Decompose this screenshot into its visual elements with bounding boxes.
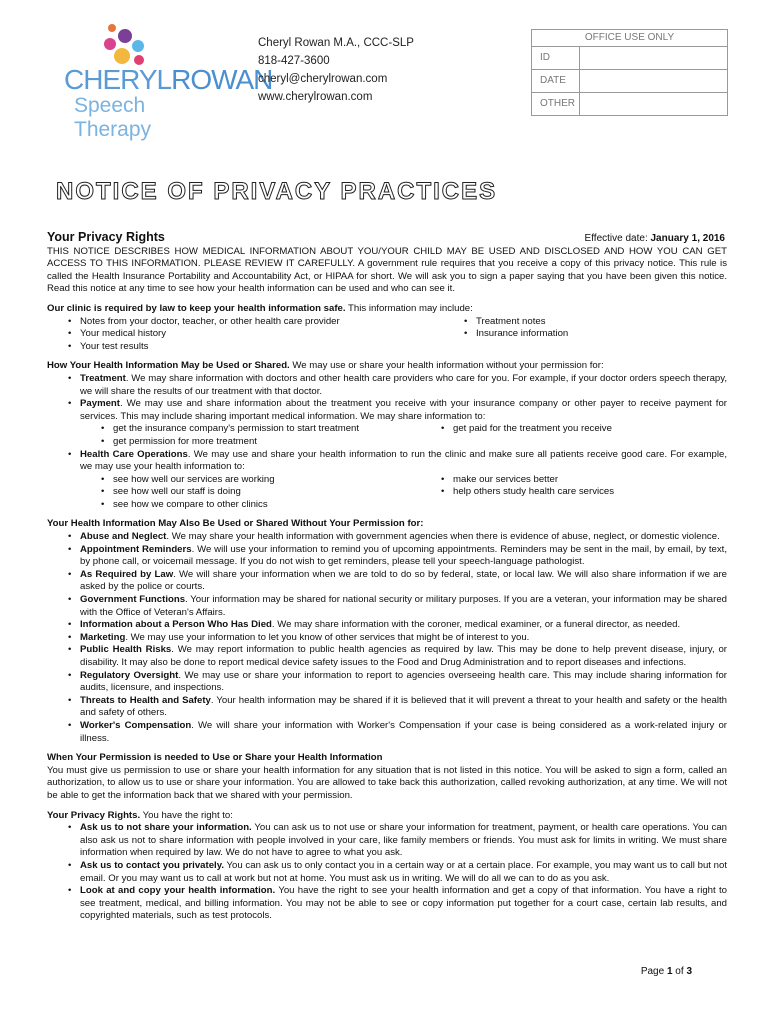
list-item: • get permission for more treatment xyxy=(113,436,453,449)
list-item: • As Required by Law. We will share your information when we are told to do so by federal, state, or local law. We will also share information if we are asked by the police or courts. xyxy=(80,569,727,594)
list-item: • Look at and copy your health information. You have the right to see your health information and get a copy of that information. You have a right to see treatment, medical, and billing information. You may not be able to see or copy information put together for a court case, certain lab results, and copyrighted materials, such as test protocols. xyxy=(80,885,727,923)
office-use-box xyxy=(531,29,728,116)
list-item: • Health Care Operations. We may use and share your health information to run the clinic and make sure all patients receive good care. For example, we may use your health information to: xyxy=(80,449,727,474)
office-id-field[interactable] xyxy=(580,47,727,69)
list-item: • Insurance information xyxy=(476,328,568,341)
list-item: • Ask us to not share your information. You can ask us to not use or share your information for treatment, payment, or health care operations. You can also ask us not to share information with people involved in your care, like family members or friends. You must ask for limits in writing. We must share information when required by law. We do not have to agree to what you ask. xyxy=(80,822,727,860)
list-item: • Treatment notes xyxy=(476,316,568,329)
contact-phone: 818-427-3600 xyxy=(258,55,330,67)
also-section: Your Health Information May Also Be Used or Shared Without Your Permission for: • Abuse and Neglect. We may share your health information with government agencies when there is evidence of abuse, neglect, or domestic violence. • Appointment Reminders. We will use your information to remind you of upcoming appointments. Reminders may be sent in the mail, by email, by text, by phone call, or voicemail message. If you do not wish to get reminders, please tell your speech-language pathologist. • As Required by Law. We will share your information when we are told to do so by federal, state, or local law. We will also share information if we are asked by the police or courts. • Government Functions. Your information may be shared for national security or military purposes. If you are a veteran, your information may be shared with the Office of Veteran's Affairs. • Information about a Person Who Has Died. We may share information with the coroner, medical examiner, or a funeral director, as needed. • Marketing. We may use your information to let you know of other services that might be of interest to you. • Public Health Risks. We may report information to public health agencies as required by law. This may be done to help prevent disease, injury, or disability. It may also be done to report medical device safety issues to the Food and Drug Administration and to report diseases and infections. • Regulatory Oversight. We may use or share your information to report to agencies overseeing health care. This may include sharing information for audits, licensure, and inspections. • Threats to Health and Safety. Your health information may be shared if it is believed that it will prevent a threat to your health and safety or the health and safety of others. • Worker's Compensation. We will share your information with Worker's Compensation if your case is being considered as a work-related injury or illness. xyxy=(47,518,727,745)
office-use-header: OFFICE USE ONLY xyxy=(532,30,727,47)
list-item: • Payment. We may use and share information about the treatment you receive with your insurance company or other payer to receive payment for services. This may include sharing important medical information. We may share information to: xyxy=(80,398,727,423)
permission-section: When Your Permission is needed to Use or Share your Health Information You must give us permission to use or share your health information for any situation that is not listed in this notice. You will be asked to sign a form, called an authorization, to allow us to use or share your information. You are allowed to take back this authorization, called revoking authorization, at any time. We will not be able to get the information back that we shared with your permission. xyxy=(47,752,727,801)
office-row-other: OTHER xyxy=(532,93,727,115)
list-item: • see how well our services are working xyxy=(113,474,453,487)
list-item: • Ask us to contact you privately. You can ask us to only contact you in a certain way or at a certain place. For example, you may want us to call but not email. Or you may want us to call at work but not at home. You must ask us in writing. We will do all we can to do as you ask. xyxy=(80,860,727,885)
notice-content xyxy=(47,231,727,923)
list-item: • make our services better xyxy=(453,474,614,487)
clinic-list-2 xyxy=(443,316,568,354)
office-other-field[interactable] xyxy=(580,93,727,115)
contact-email: cheryl@cherylrowan.com xyxy=(258,73,388,85)
list-item: • Abuse and Neglect. We may share your health information with government agencies when there is evidence of abuse, neglect, or domestic violence. xyxy=(80,531,727,544)
page-number: Page 1 of 3 xyxy=(640,966,692,977)
list-item: • Treatment. We may share information with doctors and other health care providers who care for you. For example, if your doctor orders speech therapy, we will share the results of our treatment with that doctor. xyxy=(80,373,727,398)
list-item: • see how well our staff is doing xyxy=(113,486,453,499)
intro-paragraph: THIS NOTICE DESCRIBES HOW MEDICAL INFORMATION ABOUT YOU/YOUR CHILD MAY BE USED AND DISCLOSED AND HOW YOU CAN GET ACCESS TO THIS INFORMATION. PLEASE REVIEW IT CAREFULLY. A government rule requires that you receive a copy of this privacy notice. This rule is called the Health Insurance Portability and Accountability Act, or HIPAA for short. We will ask you to sign a paper saying that you have been given this notice. Read this notice at any time to see how your health information can be used and who can see it. xyxy=(47,245,727,295)
rights-section: Your Privacy Rights. You have the right to: • Ask us to not share your information. You can ask us to not use or share your information for treatment, payment, or health care operations. You can also ask us not to share information with people involved in your care, like family members or friends. You must ask for limits in writing. We must share information when required by law. We do not have to agree to what you ask. • Ask us to contact you privately. You can ask us to only contact you in a certain way or at a certain place. For example, you may want us to call but not email. Or you may want us to call at work but not at home. You must ask us in writing. We will do all we can to do as you ask. • Look at and copy your health information. You have the right to see your health information and get a copy of that information. You have a right to see treatment, medical, and billing information. You may not be able to see or copy information put together for a court case, certain lab results, and copyrighted materials, such as test protocols. xyxy=(47,810,727,923)
list-item: • Regulatory Oversight. We may use or share your information to report to agencies overseeing health care. This may include sharing information for audits, licensure, and inspections. xyxy=(80,670,727,695)
rights-heading: Your Privacy Rights xyxy=(47,230,165,244)
logo xyxy=(60,22,273,141)
office-row-date: DATE xyxy=(532,70,727,93)
contact-name: Cheryl Rowan M.A., CCC-SLP xyxy=(258,37,414,49)
logo-wordmark: CHERYLROWAN xyxy=(64,64,273,95)
list-item: • Information about a Person Who Has Died. We may share information with the coroner, medical examiner, or a funeral director, as needed. xyxy=(80,619,727,632)
page-title: NOTICE OF PRIVACY PRACTICES xyxy=(56,178,498,205)
office-date-field[interactable] xyxy=(580,70,727,92)
rights-header-row xyxy=(47,231,727,246)
list-item: • see how we compare to other clinics xyxy=(113,499,453,512)
list-item: • Your medical history xyxy=(80,328,443,341)
list-item: • Marketing. We may use your information to let you know of other services that might be of interest to you. xyxy=(80,632,727,645)
list-item: • help others study health care services xyxy=(453,486,614,499)
list-item: • Worker's Compensation. We will share your information with Worker's Compensation if your case is being considered as a work-related injury or illness. xyxy=(80,720,727,745)
list-item: • get paid for the treatment you receive xyxy=(453,423,612,436)
list-item: • Public Health Risks. We may report information to public health agencies as required by law. This may be done to help prevent disease, injury, or disability. It may also be done to report medical device safety issues to the Food and Drug Administration and to report diseases and infections. xyxy=(80,644,727,669)
effective-date: Effective date: January 1, 2016 xyxy=(584,233,725,244)
list-item: • Your test results xyxy=(80,341,443,354)
how-section: How Your Health Information May be Used or Shared. We may use or share your health information without your permission for: • Treatment. We may share information with doctors and other health care providers who care for you. For example, if your doctor orders speech therapy, we will share the results of our treatment with that doctor. • Payment. We may use and share information about the treatment you receive with your insurance company or other payer to receive payment for services. This may include sharing important medical information. We may share information to: • get the insurance company's permission to start treatment • get permission for more treatment • get paid for the treatment you receive • Health Care Operations. We may use and share your health information to run the clinic and make sure all patients receive good care. For example, we may use your health information to: • see how well our services are working • see how well our staff is doing • see how we compare to other clinics • make our services better • help others study health care services xyxy=(47,360,727,511)
list-item: • Government Functions. Your information may be shared for national security or military purposes. If you are a veteran, your information may be shared with the Office of Veteran's Affairs. xyxy=(80,594,727,619)
clinic-list-1 xyxy=(47,316,443,354)
office-row-id: ID xyxy=(532,47,727,70)
list-item: • Threats to Health and Safety. Your health information may be shared if it is believed that it will prevent a threat to your health and safety or the health and safety of others. xyxy=(80,695,727,720)
list-item: • Appointment Reminders. We will use your information to remind you of upcoming appointments. Reminders may be sent in the mail, by email, by text, by phone call, or voicemail message. If you do not wish to get reminders, please tell your speech-language pathologist. xyxy=(80,544,727,569)
logo-subtitle: Speech Therapy xyxy=(74,94,152,141)
contact-block xyxy=(258,34,414,106)
logo-bubbles-icon xyxy=(98,22,158,68)
clinic-section: Our clinic is required by law to keep your health information safe. This information may include: • Notes from your doctor, teacher, or other health care provider • Your medical history • Your test results • Treatment notes • Insurance information xyxy=(47,303,727,353)
list-item: • Notes from your doctor, teacher, or other health care provider xyxy=(80,316,443,329)
contact-website: www.cherylrowan.com xyxy=(258,91,373,103)
list-item: • get the insurance company's permission to start treatment xyxy=(113,423,453,436)
